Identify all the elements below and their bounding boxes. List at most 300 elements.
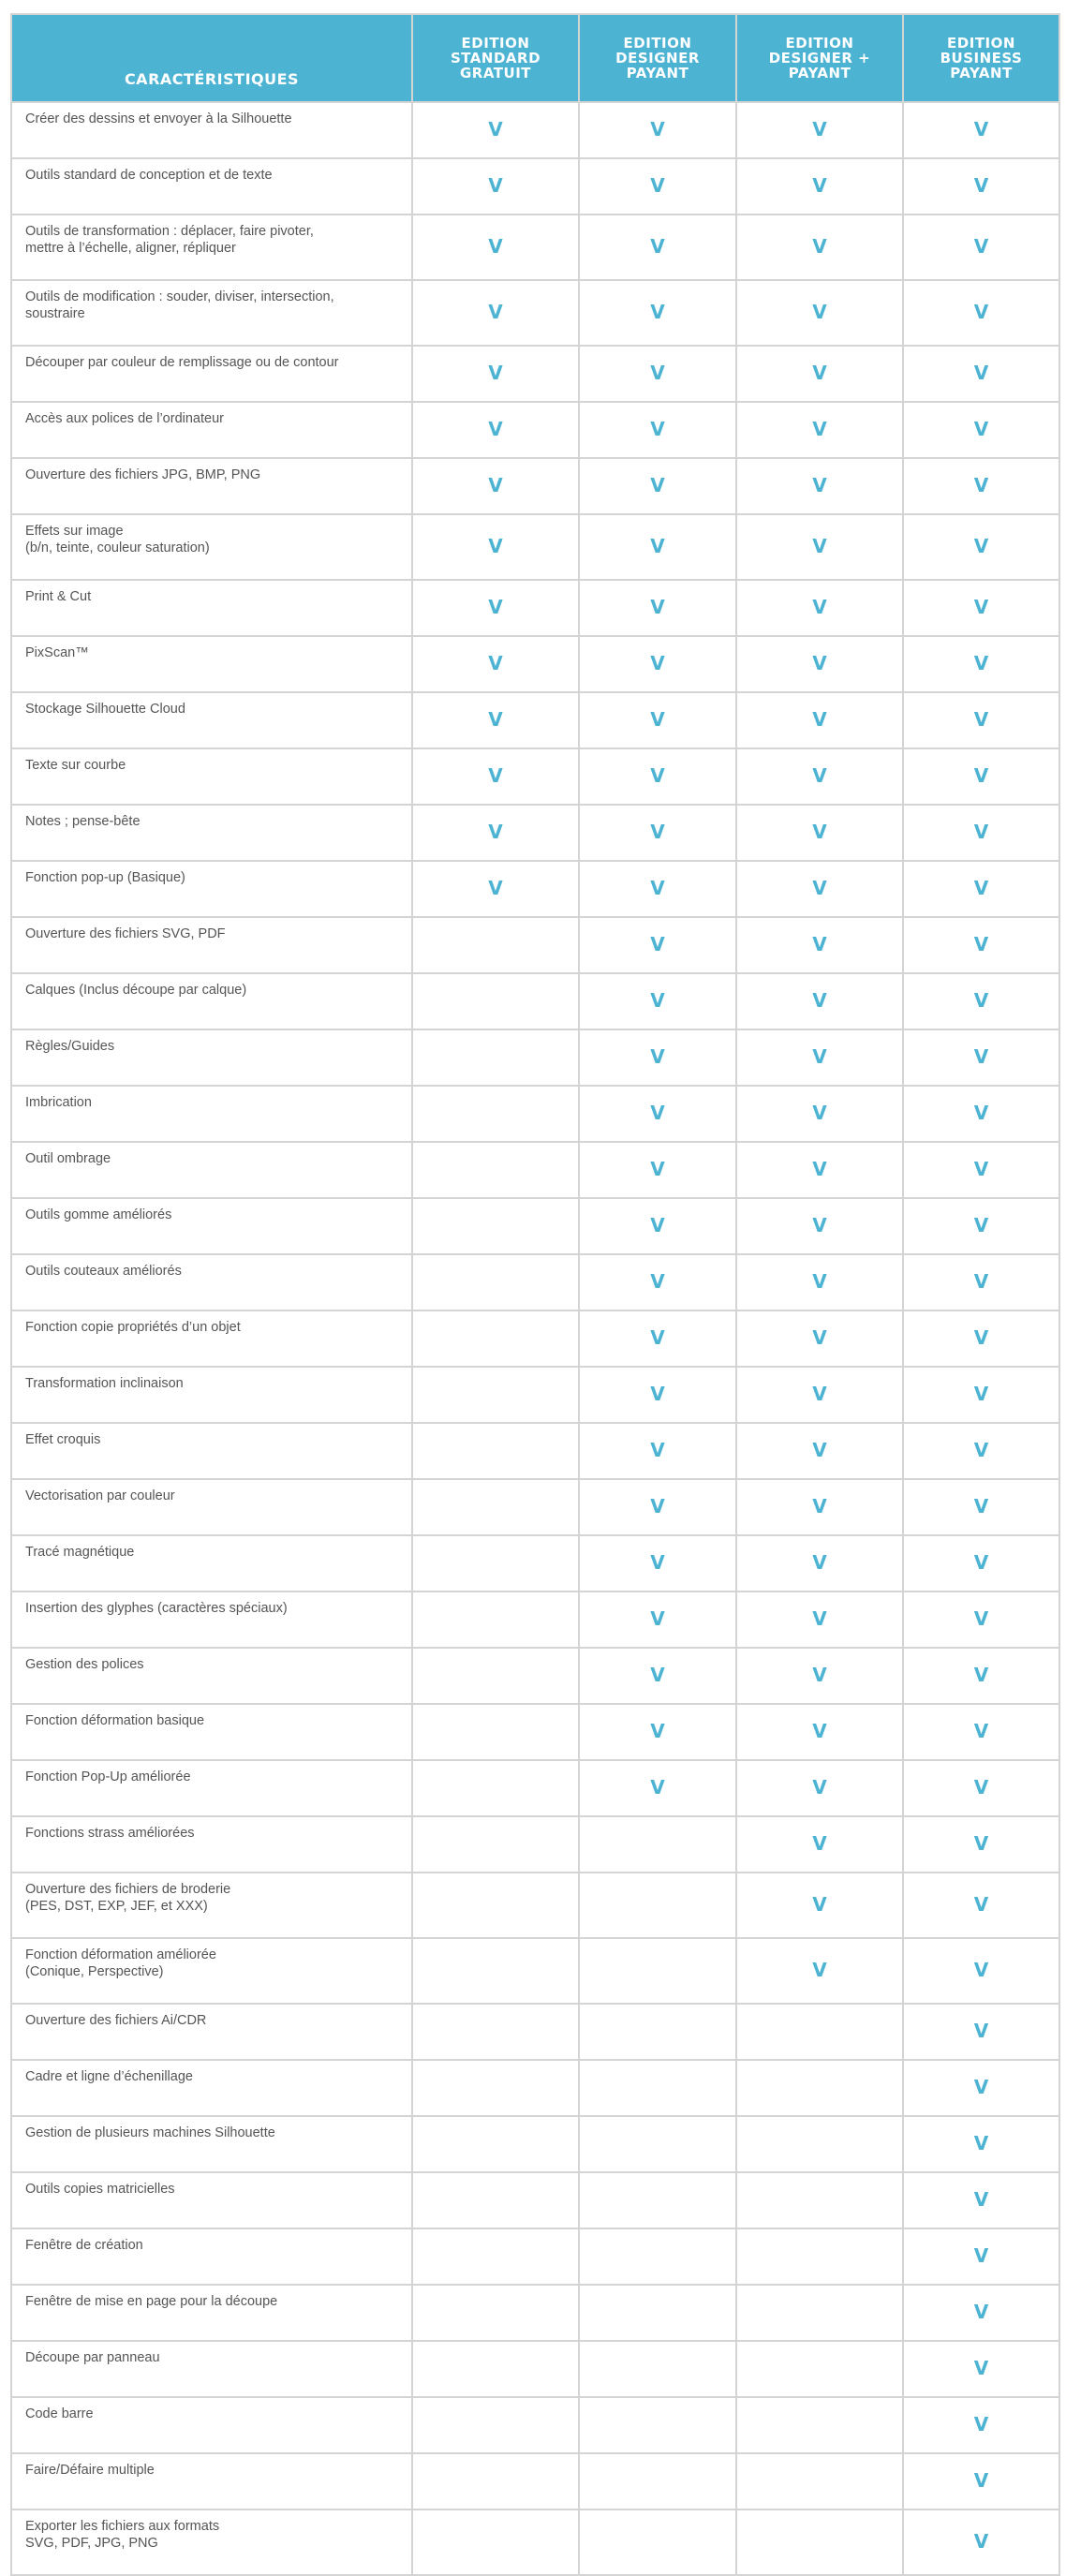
feature-label-cell <box>11 636 412 692</box>
check-icon: V <box>488 118 503 141</box>
table-row <box>11 973 1059 1029</box>
edition-cell <box>736 458 903 514</box>
check-icon: V <box>812 1495 827 1517</box>
edition-header-line: DESIGNER <box>615 50 700 67</box>
feature-label-cell <box>11 2341 412 2397</box>
check-icon: V <box>973 1326 989 1349</box>
edition-cell <box>903 1648 1059 1704</box>
edition-cell <box>412 1760 579 1816</box>
feature-label: Code barre <box>25 2406 94 2421</box>
edition-cell <box>903 692 1059 748</box>
edition-cell <box>579 215 736 280</box>
edition-cell <box>736 1423 903 1479</box>
edition-cell <box>412 805 579 861</box>
edition-cell <box>579 1310 736 1367</box>
edition-cell <box>579 158 736 215</box>
edition-cell <box>412 458 579 514</box>
edition-cell <box>579 2228 736 2285</box>
check-icon: V <box>812 1959 827 1981</box>
feature-label: Transformation inclinaison <box>25 1376 184 1391</box>
check-icon: V <box>973 2244 989 2267</box>
table-row <box>11 1873 1059 1938</box>
table-row <box>11 1198 1059 1254</box>
edition-cell <box>903 102 1059 158</box>
edition-cell <box>412 102 579 158</box>
edition-cell <box>579 2004 736 2060</box>
edition-header-line: PAYANT <box>788 65 851 81</box>
check-icon: V <box>973 1832 989 1855</box>
table-row <box>11 458 1059 514</box>
feature-label-cell <box>11 1086 412 1142</box>
edition-cell <box>736 2341 903 2397</box>
edition-cell <box>903 1310 1059 1367</box>
edition-cell <box>579 2397 736 2453</box>
edition-cell <box>579 580 736 636</box>
feature-label: Fonction copie propriétés d’un objet <box>25 1320 241 1335</box>
check-icon: V <box>973 989 989 1012</box>
feature-label-cell <box>11 805 412 861</box>
edition-cell <box>412 2285 579 2341</box>
check-icon: V <box>973 418 989 440</box>
edition-header-line: EDITION <box>947 35 1015 52</box>
feature-label-cell <box>11 1029 412 1086</box>
table-row <box>11 1254 1059 1310</box>
edition-cell <box>903 2397 1059 2453</box>
edition-cell <box>736 2060 903 2116</box>
feature-label: Texte sur courbe <box>25 758 126 773</box>
check-icon: V <box>650 174 665 197</box>
check-icon: V <box>650 1495 665 1517</box>
edition-cell <box>903 1760 1059 1816</box>
check-icon: V <box>488 174 503 197</box>
feature-label-cell <box>11 1591 412 1648</box>
edition-cell <box>903 458 1059 514</box>
check-icon: V <box>650 1102 665 1124</box>
edition-cell <box>736 1367 903 1423</box>
feature-label: (PES, DST, EXP, JEF, et XXX) <box>25 1899 208 1914</box>
feature-label-cell <box>11 1873 412 1938</box>
check-icon: V <box>973 1439 989 1461</box>
check-icon: V <box>650 1214 665 1236</box>
check-icon: V <box>973 2076 989 2098</box>
edition-cell <box>412 1367 579 1423</box>
table-row <box>11 636 1059 692</box>
edition-cell <box>736 1816 903 1873</box>
edition-header-line: EDITION <box>623 35 692 52</box>
edition-cell <box>903 917 1059 973</box>
check-icon: V <box>973 1158 989 1180</box>
edition-cell <box>412 2004 579 2060</box>
check-icon: V <box>650 235 665 258</box>
feature-label: Cadre et ligne d’échenillage <box>25 2069 193 2084</box>
check-icon: V <box>973 174 989 197</box>
edition-cell <box>412 1873 579 1938</box>
check-icon: V <box>650 418 665 440</box>
edition-cell <box>412 1938 579 2004</box>
feature-label-cell <box>11 917 412 973</box>
edition-cell <box>903 748 1059 805</box>
table-row <box>11 2116 1059 2172</box>
edition-cell <box>412 861 579 917</box>
feature-label: Effet croquis <box>25 1432 101 1447</box>
check-icon: V <box>812 1214 827 1236</box>
check-icon: V <box>812 1045 827 1068</box>
edition-cell <box>736 158 903 215</box>
check-icon: V <box>973 1720 989 1742</box>
table-body <box>11 102 1059 2575</box>
feature-label-cell <box>11 2116 412 2172</box>
feature-label-cell <box>11 402 412 458</box>
feature-label: Ouverture des fichiers SVG, PDF <box>25 926 226 941</box>
edition-cell <box>903 1591 1059 1648</box>
table-row <box>11 1310 1059 1367</box>
check-icon: V <box>812 764 827 787</box>
check-icon: V <box>812 418 827 440</box>
edition-cell <box>412 748 579 805</box>
feature-label-cell <box>11 458 412 514</box>
check-icon: V <box>973 764 989 787</box>
edition-cell <box>412 514 579 580</box>
check-icon: V <box>973 933 989 955</box>
edition-cell <box>412 2397 579 2453</box>
check-icon: V <box>973 1102 989 1124</box>
feature-label-cell <box>11 580 412 636</box>
edition-cell <box>579 1938 736 2004</box>
feature-label: Fonction pop-up (Basique) <box>25 870 185 885</box>
feature-label: Créer des dessins et envoyer à la Silhouette <box>25 111 292 126</box>
edition-cell <box>412 1254 579 1310</box>
edition-cell <box>736 402 903 458</box>
edition-cell <box>736 1254 903 1310</box>
edition-cell <box>736 215 903 280</box>
feature-label-cell <box>11 158 412 215</box>
feature-label: Tracé magnétique <box>25 1545 135 1560</box>
edition-cell <box>736 1648 903 1704</box>
edition-cell <box>579 102 736 158</box>
table-row <box>11 748 1059 805</box>
check-icon: V <box>650 764 665 787</box>
feature-label-cell <box>11 2285 412 2341</box>
edition-cell <box>903 2116 1059 2172</box>
check-icon: V <box>973 708 989 731</box>
edition-cell <box>736 346 903 402</box>
check-icon: V <box>650 596 665 618</box>
feature-label: Outil ombrage <box>25 1151 111 1166</box>
check-icon: V <box>973 362 989 384</box>
feature-label-cell <box>11 1816 412 1873</box>
feature-label-cell <box>11 1423 412 1479</box>
check-icon: V <box>812 1832 827 1855</box>
edition-cell <box>579 1873 736 1938</box>
edition-cell <box>903 1198 1059 1254</box>
table-row <box>11 580 1059 636</box>
check-icon: V <box>973 596 989 618</box>
check-icon: V <box>973 1270 989 1293</box>
table-row <box>11 1760 1059 1816</box>
edition-header-standard <box>412 14 579 102</box>
edition-cell <box>579 1086 736 1142</box>
edition-cell <box>412 2116 579 2172</box>
feature-label: Exporter les fichiers aux formats <box>25 2519 220 2534</box>
edition-cell <box>579 1254 736 1310</box>
table-row <box>11 1029 1059 1086</box>
check-icon: V <box>973 2188 989 2211</box>
check-icon: V <box>973 2530 989 2553</box>
feature-label-cell <box>11 748 412 805</box>
feature-label: Découpe par panneau <box>25 2350 160 2365</box>
check-icon: V <box>650 708 665 731</box>
edition-cell <box>579 1816 736 1873</box>
table-row <box>11 2060 1059 2116</box>
edition-header-line: PAYANT <box>950 65 1013 81</box>
table-row <box>11 1479 1059 1535</box>
check-icon: V <box>812 933 827 955</box>
check-icon: V <box>812 1664 827 1686</box>
check-icon: V <box>973 1776 989 1799</box>
edition-cell <box>579 2172 736 2228</box>
edition-cell <box>412 2060 579 2116</box>
check-icon: V <box>488 652 503 674</box>
table-row <box>11 514 1059 580</box>
check-icon: V <box>812 1551 827 1574</box>
edition-cell <box>412 1816 579 1873</box>
feature-label: Découper par couleur de remplissage ou de contour <box>25 355 339 370</box>
feature-label: (b/n, teinte, couleur saturation) <box>25 540 210 555</box>
feature-label-cell <box>11 2172 412 2228</box>
edition-cell <box>412 2509 579 2575</box>
check-icon: V <box>650 1551 665 1574</box>
table-row <box>11 158 1059 215</box>
edition-cell <box>736 1938 903 2004</box>
check-icon: V <box>812 1607 827 1630</box>
edition-cell <box>579 1423 736 1479</box>
table-row <box>11 1938 1059 2004</box>
check-icon: V <box>650 362 665 384</box>
edition-cell <box>579 280 736 346</box>
edition-cell <box>412 1535 579 1591</box>
feature-label-cell <box>11 2004 412 2060</box>
edition-cell <box>579 2116 736 2172</box>
check-icon: V <box>650 1439 665 1461</box>
table-row <box>11 280 1059 346</box>
edition-cell <box>736 1873 903 1938</box>
check-icon: V <box>812 596 827 618</box>
check-icon: V <box>488 877 503 899</box>
feature-label: Outils de modification : souder, diviser, intersection, <box>25 289 334 304</box>
check-icon: V <box>488 235 503 258</box>
edition-cell <box>903 1029 1059 1086</box>
edition-cell <box>579 2341 736 2397</box>
edition-cell <box>736 1198 903 1254</box>
table-header-row <box>11 14 1059 102</box>
feature-label-cell <box>11 514 412 580</box>
table-row <box>11 2004 1059 2060</box>
edition-cell <box>412 402 579 458</box>
edition-cell <box>579 917 736 973</box>
check-icon: V <box>812 877 827 899</box>
check-icon: V <box>488 821 503 843</box>
edition-cell <box>903 2172 1059 2228</box>
check-icon: V <box>650 1720 665 1742</box>
edition-cell <box>579 1648 736 1704</box>
feature-label-cell <box>11 346 412 402</box>
table-row <box>11 692 1059 748</box>
edition-header-line: STANDARD <box>450 50 541 67</box>
check-icon: V <box>650 933 665 955</box>
check-icon: V <box>812 301 827 323</box>
edition-cell <box>412 2228 579 2285</box>
edition-header-designer-plus <box>736 14 903 102</box>
edition-cell <box>579 514 736 580</box>
check-icon: V <box>973 877 989 899</box>
edition-cell <box>579 2285 736 2341</box>
check-icon: V <box>812 989 827 1012</box>
check-icon: V <box>973 1664 989 1686</box>
table-row <box>11 2341 1059 2397</box>
feature-label: Outils de transformation : déplacer, faire pivoter, <box>25 224 314 239</box>
check-icon: V <box>973 1893 989 1916</box>
edition-cell <box>903 2004 1059 2060</box>
check-icon: V <box>973 235 989 258</box>
edition-cell <box>579 1535 736 1591</box>
check-icon: V <box>812 821 827 843</box>
edition-cell <box>412 1479 579 1535</box>
check-icon: V <box>650 652 665 674</box>
edition-cell <box>736 2172 903 2228</box>
table-row <box>11 1142 1059 1198</box>
edition-cell <box>412 1423 579 1479</box>
edition-cell <box>736 1310 903 1367</box>
edition-cell <box>579 402 736 458</box>
edition-header-line: GRATUIT <box>459 65 532 81</box>
edition-cell <box>903 1704 1059 1760</box>
table-row <box>11 346 1059 402</box>
edition-cell <box>903 1479 1059 1535</box>
check-icon: V <box>488 764 503 787</box>
check-icon: V <box>973 1551 989 1574</box>
check-icon: V <box>973 1045 989 1068</box>
check-icon: V <box>973 2357 989 2379</box>
edition-cell <box>736 514 903 580</box>
edition-cell <box>579 458 736 514</box>
check-icon: V <box>812 1326 827 1349</box>
feature-label: Outils gomme améliorés <box>25 1207 172 1222</box>
check-icon: V <box>812 1158 827 1180</box>
feature-label: Accès aux polices de l’ordinateur <box>25 411 224 426</box>
check-icon: V <box>812 1893 827 1916</box>
feature-label-cell <box>11 1535 412 1591</box>
feature-label: (Conique, Perspective) <box>25 1964 164 1979</box>
edition-cell <box>579 346 736 402</box>
features-column-header: CARACTÉRISTIQUES <box>11 14 412 102</box>
check-icon: V <box>973 301 989 323</box>
edition-cell <box>736 917 903 973</box>
check-icon: V <box>973 2469 989 2492</box>
check-icon: V <box>973 118 989 141</box>
edition-cell <box>579 2453 736 2509</box>
check-icon: V <box>650 1664 665 1686</box>
feature-label-cell <box>11 692 412 748</box>
edition-cell <box>579 636 736 692</box>
check-icon: V <box>812 1776 827 1799</box>
edition-cell <box>903 1423 1059 1479</box>
edition-cell <box>412 1198 579 1254</box>
check-icon: V <box>812 474 827 496</box>
table-row <box>11 1535 1059 1591</box>
feature-label-cell <box>11 1938 412 2004</box>
edition-cell <box>412 1704 579 1760</box>
check-icon: V <box>812 652 827 674</box>
check-icon: V <box>973 1607 989 1630</box>
check-icon: V <box>973 2301 989 2323</box>
edition-cell <box>736 973 903 1029</box>
check-icon: V <box>812 1102 827 1124</box>
check-icon: V <box>488 418 503 440</box>
edition-cell <box>903 2341 1059 2397</box>
check-icon: V <box>812 174 827 197</box>
edition-cell <box>579 1142 736 1198</box>
table-row <box>11 2509 1059 2575</box>
check-icon: V <box>650 877 665 899</box>
feature-label: Notes ; pense-bête <box>25 814 141 829</box>
feature-label-cell <box>11 861 412 917</box>
edition-cell <box>736 2397 903 2453</box>
check-icon: V <box>650 1158 665 1180</box>
edition-cell <box>736 692 903 748</box>
feature-label: Vectorisation par couleur <box>25 1488 175 1503</box>
edition-cell <box>579 861 736 917</box>
check-icon: V <box>812 362 827 384</box>
edition-cell <box>903 1816 1059 1873</box>
check-icon: V <box>650 118 665 141</box>
edition-cell <box>903 636 1059 692</box>
feature-label-cell <box>11 215 412 280</box>
edition-cell <box>736 2453 903 2509</box>
check-icon: V <box>973 2132 989 2154</box>
feature-label-cell <box>11 1648 412 1704</box>
feature-label-cell <box>11 1367 412 1423</box>
feature-label-cell <box>11 280 412 346</box>
feature-label: Imbrication <box>25 1095 92 1110</box>
edition-cell <box>736 1029 903 1086</box>
feature-label: Fonction Pop-Up améliorée <box>25 1769 191 1784</box>
edition-cell <box>579 1760 736 1816</box>
edition-cell <box>903 215 1059 280</box>
edition-cell <box>579 1198 736 1254</box>
feature-label: Fonction déformation améliorée <box>25 1947 216 1962</box>
edition-cell <box>579 2060 736 2116</box>
edition-cell <box>736 580 903 636</box>
feature-label-cell <box>11 1198 412 1254</box>
feature-label: Stockage Silhouette Cloud <box>25 702 185 717</box>
check-icon: V <box>650 989 665 1012</box>
edition-cell <box>903 1535 1059 1591</box>
feature-label: Règles/Guides <box>25 1039 115 1054</box>
check-icon: V <box>973 1214 989 1236</box>
edition-cell <box>736 1086 903 1142</box>
check-icon: V <box>973 1383 989 1405</box>
edition-cell <box>903 1367 1059 1423</box>
check-icon: V <box>650 1383 665 1405</box>
check-icon: V <box>812 1270 827 1293</box>
edition-cell <box>736 1479 903 1535</box>
edition-cell <box>412 280 579 346</box>
edition-cell <box>903 514 1059 580</box>
feature-label-cell <box>11 1704 412 1760</box>
edition-cell <box>903 2060 1059 2116</box>
check-icon: V <box>488 596 503 618</box>
check-icon: V <box>650 535 665 557</box>
